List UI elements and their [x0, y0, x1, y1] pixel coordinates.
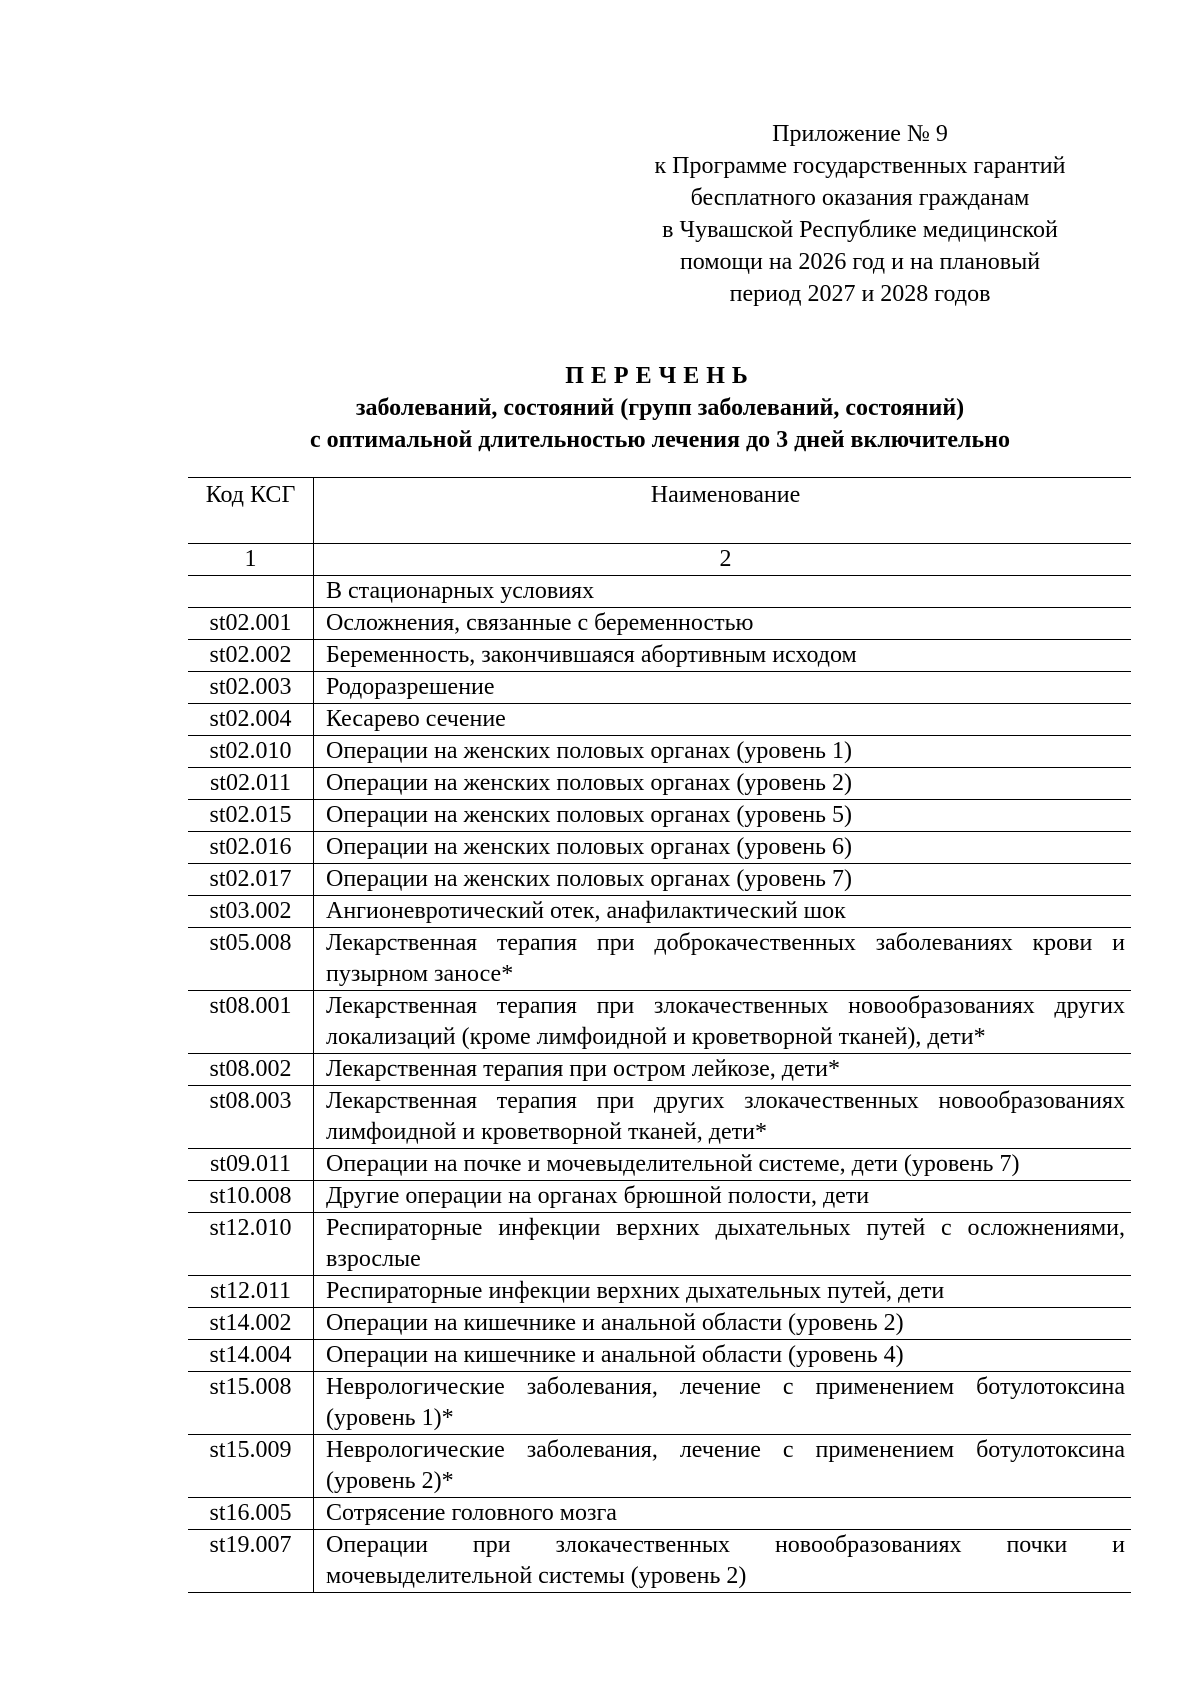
ksg-code: st16.005	[188, 1498, 314, 1530]
table-row	[188, 736, 1131, 768]
ksg-name: Лекарственная терапия при злокачественных новообразованиях других локализаций (кроме лимфоидной и кроветворной тканей), дети*	[314, 991, 1132, 1054]
ksg-code: st08.001	[188, 991, 314, 1054]
ksg-code: st14.002	[188, 1308, 314, 1340]
ksg-code: st15.008	[188, 1372, 314, 1435]
annex-line: Приложение № 9	[772, 121, 948, 147]
annex-line: к Программе государственных гарантий	[654, 153, 1066, 179]
table-row	[188, 608, 1131, 640]
document-title	[180, 360, 1140, 456]
ksg-name: Операции на кишечнике и анальной области (уровень 2)	[314, 1308, 1132, 1340]
header-code: Код КСГ	[188, 478, 314, 544]
column-number: 2	[314, 544, 1132, 576]
ksg-code: st10.008	[188, 1181, 314, 1213]
ksg-code: st14.004	[188, 1340, 314, 1372]
ksg-name: Неврологические заболевания, лечение с применением ботулотоксина (уровень 1)*	[314, 1372, 1132, 1435]
ksg-name: Респираторные инфекции верхних дыхательных путей, дети	[314, 1276, 1132, 1308]
annex-line: бесплатного оказания гражданам	[690, 185, 1030, 211]
section-code-cell	[188, 576, 314, 608]
annex-line: помощи на 2026 год и на плановый	[679, 249, 1041, 275]
ksg-code: st02.011	[188, 768, 314, 800]
ksg-code: st19.007	[188, 1530, 314, 1593]
table-row	[188, 1530, 1131, 1593]
table-row	[188, 1435, 1131, 1498]
ksg-code: st02.004	[188, 704, 314, 736]
ksg-name: Лекарственная терапия при других злокачественных новообразованиях лимфоидной и кроветворной тканей, дети*	[314, 1086, 1132, 1149]
title-line-3: с оптимальной длительностью лечения до 3 дней включительно	[309, 427, 1011, 453]
table-row	[188, 1213, 1131, 1276]
ksg-code: st02.016	[188, 832, 314, 864]
ksg-code: st12.011	[188, 1276, 314, 1308]
section-row	[188, 576, 1131, 608]
ksg-name: Лекарственная терапия при доброкачественных заболеваниях крови и пузырном заносе*	[314, 928, 1132, 991]
ksg-name: Другие операции на органах брюшной полости, дети	[314, 1181, 1132, 1213]
table-row	[188, 1340, 1131, 1372]
ksg-name: Операции на женских половых органах (уровень 1)	[314, 736, 1132, 768]
ksg-name: Операции на женских половых органах (уровень 2)	[314, 768, 1132, 800]
ksg-code: st02.003	[188, 672, 314, 704]
table-row	[188, 1498, 1131, 1530]
ksg-name: Операции при злокачественных новообразованиях почки и мочевыделительной системы (уровень 2)	[314, 1530, 1132, 1593]
ksg-code: st02.002	[188, 640, 314, 672]
header-name: Наименование	[314, 478, 1132, 544]
annex-line: в Чувашской Республике медицинской	[662, 217, 1058, 243]
ksg-code: st15.009	[188, 1435, 314, 1498]
ksg-name: Операции на женских половых органах (уровень 7)	[314, 864, 1132, 896]
ksg-name: Сотрясение головного мозга	[314, 1498, 1132, 1530]
column-number-row	[188, 544, 1131, 576]
table-row	[188, 1054, 1131, 1086]
table-row	[188, 640, 1131, 672]
ksg-code: st02.017	[188, 864, 314, 896]
ksg-name: Родоразрешение	[314, 672, 1132, 704]
title-line-2: заболеваний, состояний (групп заболеваний, состояний)	[355, 395, 965, 421]
table-row	[188, 704, 1131, 736]
ksg-name: Респираторные инфекции верхних дыхательных путей с осложнениями, взрослые	[314, 1213, 1132, 1276]
ksg-code: st02.015	[188, 800, 314, 832]
table-header-row	[188, 478, 1131, 544]
ksg-table	[188, 477, 1131, 1593]
ksg-name: Кесарево сечение	[314, 704, 1132, 736]
ksg-name: Осложнения, связанные с беременностью	[314, 608, 1132, 640]
ksg-name: Неврологические заболевания, лечение с применением ботулотоксина (уровень 2)*	[314, 1435, 1132, 1498]
table-row	[188, 768, 1131, 800]
ksg-name: Беременность, закончившаяся абортивным исходом	[314, 640, 1132, 672]
section-title: В стационарных условиях	[314, 576, 1132, 608]
table-row	[188, 1149, 1131, 1181]
ksg-code: st08.002	[188, 1054, 314, 1086]
annex-header	[620, 118, 1100, 310]
table-row	[188, 1276, 1131, 1308]
table-row	[188, 1086, 1131, 1149]
table-row	[188, 864, 1131, 896]
table-row	[188, 1372, 1131, 1435]
ksg-code: st12.010	[188, 1213, 314, 1276]
ksg-code: st02.001	[188, 608, 314, 640]
ksg-name: Операции на почке и мочевыделительной системе, дети (уровень 7)	[314, 1149, 1132, 1181]
table-row	[188, 928, 1131, 991]
table-row	[188, 672, 1131, 704]
ksg-code: st02.010	[188, 736, 314, 768]
table-row	[188, 896, 1131, 928]
ksg-code: st08.003	[188, 1086, 314, 1149]
table-row	[188, 1181, 1131, 1213]
title-main: ПЕРЕЧЕНЬ	[565, 363, 755, 389]
annex-line: период 2027 и 2028 годов	[729, 281, 991, 307]
table-row	[188, 1308, 1131, 1340]
table-row	[188, 832, 1131, 864]
table-row	[188, 800, 1131, 832]
ksg-name: Операции на женских половых органах (уровень 6)	[314, 832, 1132, 864]
table-row	[188, 991, 1131, 1054]
ksg-name: Лекарственная терапия при остром лейкозе, дети*	[314, 1054, 1132, 1086]
ksg-name: Операции на женских половых органах (уровень 5)	[314, 800, 1132, 832]
column-number: 1	[188, 544, 314, 576]
ksg-code: st03.002	[188, 896, 314, 928]
ksg-name: Операции на кишечнике и анальной области (уровень 4)	[314, 1340, 1132, 1372]
ksg-name: Ангионевротический отек, анафилактический шок	[314, 896, 1132, 928]
ksg-code: st05.008	[188, 928, 314, 991]
ksg-code: st09.011	[188, 1149, 314, 1181]
